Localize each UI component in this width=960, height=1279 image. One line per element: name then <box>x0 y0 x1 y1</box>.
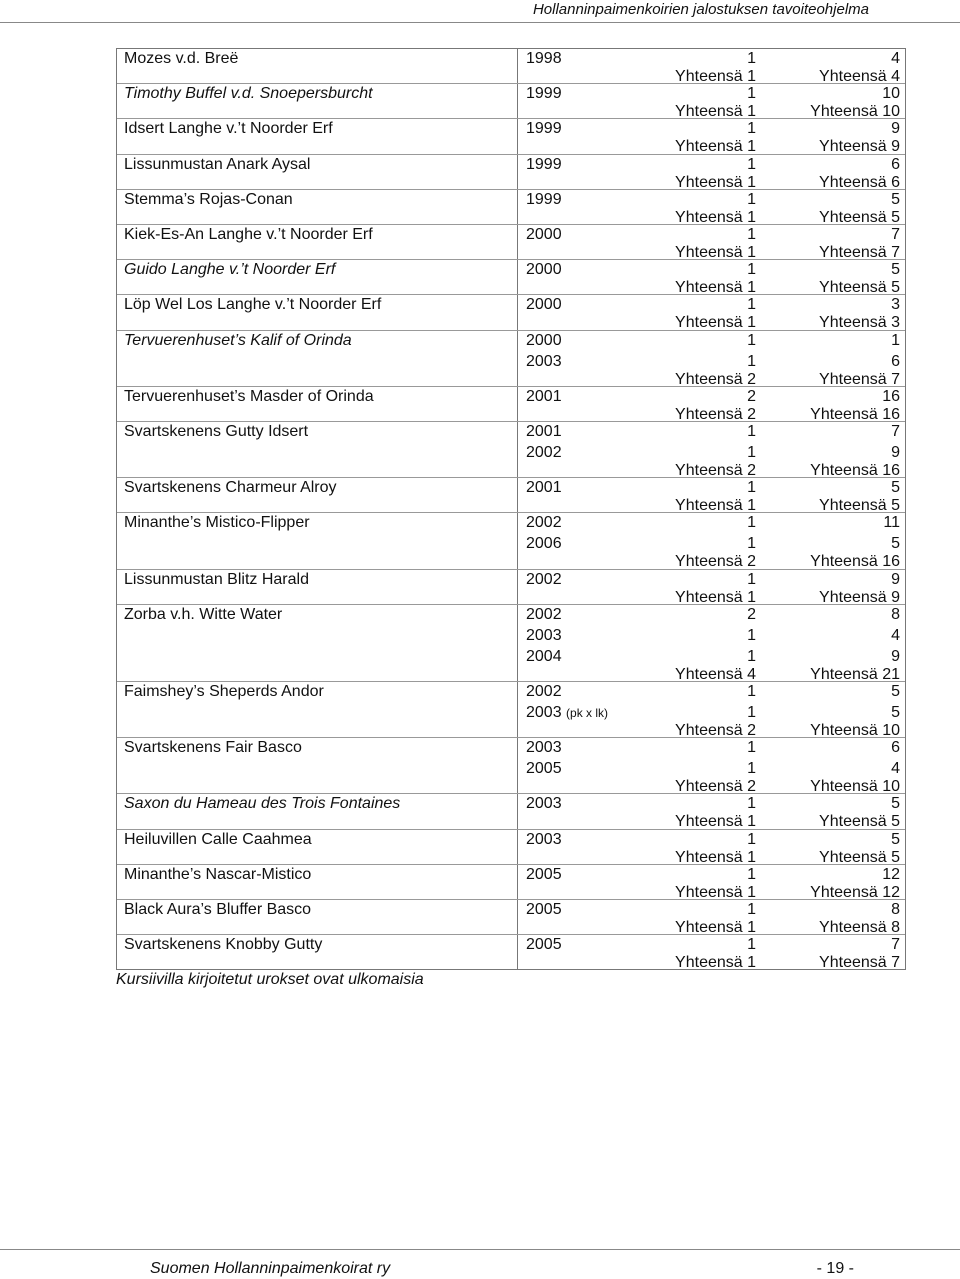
pup-count: 16 <box>882 387 900 405</box>
litter-year-value: 2005 <box>526 936 562 954</box>
dog-name: Zorba v.h. Witte Water <box>124 605 283 623</box>
litter-year-value: 2003 <box>526 830 562 848</box>
pup-count: 1 <box>891 331 900 349</box>
litter-year-value: 2000 <box>526 331 562 349</box>
litter-year <box>526 352 562 372</box>
litter-year <box>526 534 562 554</box>
pup-count: 5 <box>891 795 900 813</box>
litter-year-value: 2003 <box>526 704 562 721</box>
total-litters: Yhteensä 2 <box>675 405 756 423</box>
pup-count: 4 <box>891 50 900 67</box>
litter-year <box>526 865 562 885</box>
litter-year-value: 2000 <box>526 296 562 314</box>
pup-count: 5 <box>891 479 900 497</box>
pup-count: 5 <box>891 830 900 848</box>
total-pups: Yhteensä 7 <box>819 370 900 388</box>
pup-count: 8 <box>891 901 900 918</box>
pup-count: 5 <box>891 704 900 721</box>
dog-name: Timothy Buffel v.d. Snoepersburcht <box>124 85 373 103</box>
litter-count: 1 <box>747 865 756 883</box>
pup-count: 8 <box>891 605 900 623</box>
total-litters: Yhteensä 1 <box>675 954 756 972</box>
litter-count: 1 <box>747 444 756 461</box>
litter-year <box>526 49 562 69</box>
dog-name: Lissunmustan Blitz Harald <box>124 570 309 588</box>
litter-year <box>526 900 562 920</box>
total-litters: Yhteensä 1 <box>675 208 756 226</box>
total-pups: Yhteensä 16 <box>810 553 900 571</box>
footnote: Kursiivilla kirjoitetut urokset ovat ulkomaisia <box>116 971 424 988</box>
total-pups: Yhteensä 5 <box>819 813 900 831</box>
dog-name: Tervuerenhuset’s Masder of Orinda <box>124 387 374 405</box>
total-litters: Yhteensä 1 <box>675 883 756 901</box>
litter-count: 1 <box>747 155 756 173</box>
pup-count: 7 <box>891 423 900 440</box>
total-pups: Yhteensä 10 <box>810 778 900 796</box>
litter-year-value: 2000 <box>526 261 562 279</box>
litter-year-note: (pk x lk) <box>566 706 609 720</box>
total-litters: Yhteensä 1 <box>675 314 756 332</box>
pup-count: 5 <box>891 535 900 553</box>
total-litters: Yhteensä 1 <box>675 68 756 85</box>
pup-count: 10 <box>882 85 900 103</box>
litter-count: 1 <box>747 514 756 532</box>
litter-count: 1 <box>747 830 756 848</box>
litter-year <box>526 703 608 723</box>
litter-year-value: 2002 <box>526 570 562 588</box>
litter-year-value: 2002 <box>526 514 562 532</box>
litter-year-value: 1999 <box>526 120 562 138</box>
litter-count: 1 <box>747 901 756 918</box>
pup-count: 9 <box>891 647 900 665</box>
table-row <box>117 865 905 900</box>
total-pups: Yhteensä 5 <box>819 279 900 297</box>
total-litters: Yhteensä 2 <box>675 553 756 571</box>
litter-year <box>526 570 562 590</box>
footer-rule <box>0 1249 960 1250</box>
total-litters: Yhteensä 1 <box>675 848 756 866</box>
litter-count: 1 <box>747 795 756 813</box>
litter-year-value: 2002 <box>526 605 562 623</box>
litter-year-value: 2002 <box>526 444 562 461</box>
litter-year-value: 1999 <box>526 85 562 103</box>
footer-organization: Suomen Hollanninpaimenkoirat ry <box>150 1260 391 1277</box>
pup-count: 4 <box>891 626 900 644</box>
total-litters: Yhteensä 1 <box>675 138 756 156</box>
litter-year-value: 2006 <box>526 535 562 553</box>
table-row <box>117 570 905 605</box>
stud-dog-table <box>116 48 906 970</box>
litter-count: 1 <box>747 704 756 721</box>
table-row <box>117 155 905 190</box>
litter-year-value: 2003 <box>526 739 562 757</box>
litter-count: 1 <box>747 936 756 954</box>
total-litters: Yhteensä 2 <box>675 722 756 739</box>
table-row <box>117 794 905 829</box>
litter-year <box>526 190 562 210</box>
litter-count: 1 <box>747 626 756 644</box>
litter-year <box>526 331 562 351</box>
litter-count: 1 <box>747 760 756 778</box>
litter-year <box>526 738 562 758</box>
litter-year <box>526 295 562 315</box>
litter-year <box>526 387 562 407</box>
litter-year-value: 2001 <box>526 423 562 440</box>
pup-count: 9 <box>891 570 900 588</box>
litter-count: 1 <box>747 120 756 138</box>
litter-year <box>526 225 562 245</box>
table-row <box>117 935 905 970</box>
dog-name: Idsert Langhe v.’t Noorder Erf <box>124 120 333 138</box>
litter-year-value: 2005 <box>526 760 562 778</box>
total-pups: Yhteensä 12 <box>810 883 900 901</box>
table-row <box>117 605 905 682</box>
dog-name: Svartskenens Gutty Idsert <box>124 423 309 440</box>
pup-count: 7 <box>891 936 900 954</box>
litter-count: 1 <box>747 423 756 440</box>
dog-name: Mozes v.d. Breë <box>124 50 239 67</box>
total-pups: Yhteensä 5 <box>819 497 900 515</box>
dog-name: Stemma’s Rojas-Conan <box>124 190 293 208</box>
litter-year-value: 2001 <box>526 387 562 405</box>
table-row <box>117 900 905 935</box>
total-pups: Yhteensä 21 <box>810 665 900 683</box>
dog-name: Svartskenens Fair Basco <box>124 739 302 757</box>
table-row <box>117 422 905 478</box>
litter-year-value: 2001 <box>526 479 562 497</box>
litter-year-value: 2003 <box>526 795 562 813</box>
litter-year <box>526 155 562 175</box>
litter-count: 1 <box>747 479 756 497</box>
total-litters: Yhteensä 2 <box>675 778 756 796</box>
litter-count: 1 <box>747 331 756 349</box>
litter-count: 1 <box>747 683 756 700</box>
litter-year-value: 1999 <box>526 155 562 173</box>
total-litters: Yhteensä 1 <box>675 173 756 191</box>
litter-year <box>526 682 562 702</box>
litter-year-value: 2000 <box>526 226 562 243</box>
litter-year-value: 2004 <box>526 647 562 665</box>
litter-year <box>526 759 562 779</box>
dog-name: Guido Langhe v.’t Noorder Erf <box>124 261 336 279</box>
litter-year <box>526 422 562 442</box>
total-litters: Yhteensä 1 <box>675 588 756 606</box>
page-number: - 19 - <box>816 1260 854 1277</box>
total-litters: Yhteensä 2 <box>675 370 756 388</box>
litter-year <box>526 605 562 625</box>
table-row <box>117 119 905 154</box>
litter-year <box>526 478 562 498</box>
litter-year-value: 1999 <box>526 190 562 208</box>
total-litters: Yhteensä 1 <box>675 497 756 515</box>
table-row <box>117 84 905 119</box>
table-row <box>117 331 905 387</box>
litter-count: 2 <box>747 605 756 623</box>
table-row <box>117 682 905 738</box>
total-pups: Yhteensä 5 <box>819 208 900 226</box>
dog-name: Faimshey’s Sheperds Andor <box>124 683 324 700</box>
table-row <box>117 190 905 225</box>
dog-name: Saxon du Hameau des Trois Fontaines <box>124 795 401 813</box>
litter-year <box>526 443 562 463</box>
litter-count: 1 <box>747 739 756 757</box>
dog-name: Black Aura’s Bluffer Basco <box>124 901 312 918</box>
table-row <box>117 478 905 513</box>
pup-count: 11 <box>883 514 900 532</box>
dog-name: Lissunmustan Anark Aysal <box>124 155 311 173</box>
litter-year <box>526 119 562 139</box>
dog-name: Minanthe’s Nascar-Mistico <box>124 865 312 883</box>
dog-name: Tervuerenhuset’s Kalif of Orinda <box>124 331 352 349</box>
litter-year <box>526 794 562 814</box>
litter-count: 1 <box>747 190 756 208</box>
litter-count: 1 <box>747 261 756 279</box>
pup-count: 6 <box>891 352 900 370</box>
total-pups: Yhteensä 8 <box>819 919 900 936</box>
total-litters: Yhteensä 1 <box>675 813 756 831</box>
total-pups: Yhteensä 7 <box>819 244 900 261</box>
pup-count: 9 <box>891 444 900 461</box>
total-litters: Yhteensä 1 <box>675 919 756 936</box>
total-litters: Yhteensä 1 <box>675 279 756 297</box>
litter-count: 1 <box>747 352 756 370</box>
total-pups: Yhteensä 6 <box>819 173 900 191</box>
litter-year <box>526 260 562 280</box>
pup-count: 9 <box>891 120 900 138</box>
total-litters: Yhteensä 1 <box>675 103 756 121</box>
litter-year <box>526 647 562 667</box>
litter-year-value: 2005 <box>526 901 562 918</box>
litter-year <box>526 513 562 533</box>
litter-year <box>526 626 562 646</box>
pup-count: 5 <box>891 190 900 208</box>
table-row <box>117 830 905 865</box>
total-litters: Yhteensä 2 <box>675 462 756 479</box>
litter-count: 1 <box>747 570 756 588</box>
pup-count: 5 <box>891 683 900 700</box>
litter-count: 1 <box>747 535 756 553</box>
litter-count: 1 <box>747 296 756 314</box>
litter-count: 1 <box>747 85 756 103</box>
table-row <box>117 295 905 330</box>
total-pups: Yhteensä 4 <box>819 68 900 85</box>
header-rule <box>0 22 960 23</box>
pup-count: 6 <box>891 739 900 757</box>
pup-count: 7 <box>891 226 900 243</box>
dog-name: Kiek-Es-An Langhe v.’t Noorder Erf <box>124 226 373 243</box>
total-pups: Yhteensä 10 <box>810 103 900 121</box>
pup-count: 3 <box>891 296 900 314</box>
dog-name: Svartskenens Knobby Gutty <box>124 936 323 954</box>
dog-name: Minanthe’s Mistico-Flipper <box>124 514 310 532</box>
litter-year-value: 2003 <box>526 352 562 370</box>
litter-year-value: 2003 <box>526 626 562 644</box>
dog-name: Heiluvillen Calle Caahmea <box>124 830 312 848</box>
dog-name: Svartskenens Charmeur Alroy <box>124 479 337 497</box>
total-pups: Yhteensä 7 <box>819 954 900 972</box>
total-pups: Yhteensä 16 <box>810 462 900 479</box>
litter-year-value: 2002 <box>526 683 562 700</box>
table-row <box>117 49 905 84</box>
litter-year <box>526 84 562 104</box>
litter-year <box>526 830 562 850</box>
litter-count: 1 <box>747 226 756 243</box>
total-pups: Yhteensä 16 <box>810 405 900 423</box>
dog-name: Löp Wel Los Langhe v.’t Noorder Erf <box>124 296 382 314</box>
litter-year-value: 1998 <box>526 50 562 67</box>
total-litters: Yhteensä 1 <box>675 244 756 261</box>
litter-year <box>526 935 562 955</box>
total-pups: Yhteensä 10 <box>810 722 900 739</box>
total-pups: Yhteensä 9 <box>819 138 900 156</box>
total-pups: Yhteensä 5 <box>819 848 900 866</box>
table-row <box>117 260 905 295</box>
litter-count: 1 <box>747 647 756 665</box>
litter-year-value: 2005 <box>526 865 562 883</box>
table-row <box>117 738 905 794</box>
page-header-title: Hollanninpaimenkoirien jalostuksen tavoiteohjelma <box>532 1 869 18</box>
litter-count: 1 <box>747 50 756 67</box>
table-row <box>117 225 905 260</box>
pup-count: 5 <box>891 261 900 279</box>
total-pups: Yhteensä 3 <box>819 314 900 332</box>
total-litters: Yhteensä 4 <box>675 665 756 683</box>
pup-count: 12 <box>882 865 900 883</box>
table-row <box>117 513 905 569</box>
litter-count: 2 <box>747 387 756 405</box>
table-row <box>117 387 905 422</box>
pup-count: 6 <box>891 155 900 173</box>
pup-count: 4 <box>891 760 900 778</box>
total-pups: Yhteensä 9 <box>819 588 900 606</box>
